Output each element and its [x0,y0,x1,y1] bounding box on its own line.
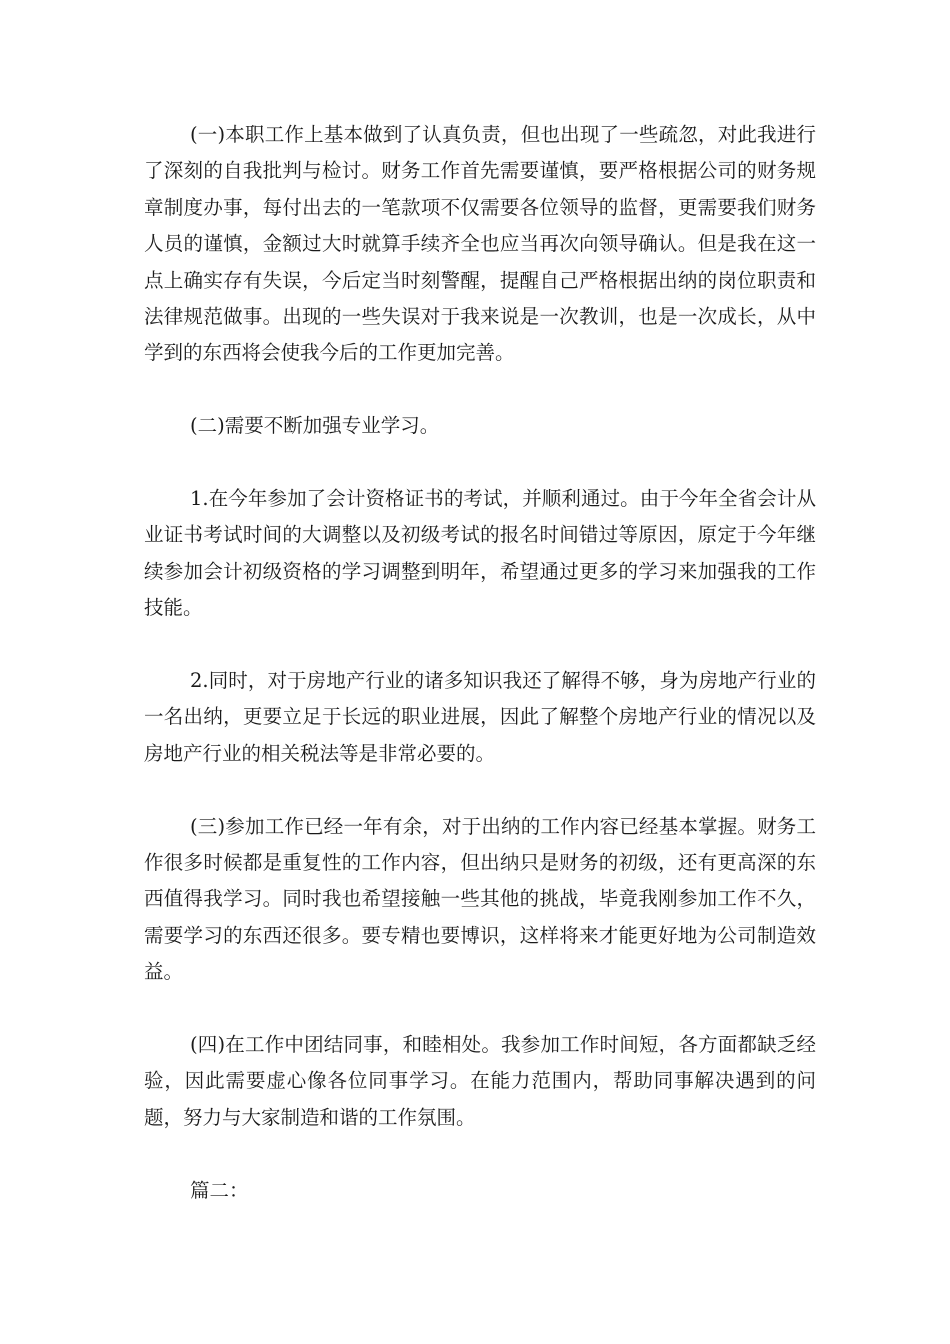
paragraph-section-two-heading: (二)需要不断加强专业学习。 [190,414,440,438]
paragraph-section-four: (四)在工作中团结同事，和睦相处。我参加工作时间短，各方面都缺乏经验，因此需要虚心像各位同事学习。在能力范围内，帮助同事解决遇到的问题，努力与大家制造和谐的工作氛围。 [144,1033,816,1129]
paragraph-part-two-heading: 篇二： [190,1178,249,1202]
paragraph-section-one: (一)本职工作上基本做到了认真负责，但也出现了一些疏忽，对此我进行了深刻的自我批判与检讨。财务工作首先需要谨慎，要严格根据公司的财务规章制度办事，每付出去的一笔款项不仅需要各位领导的监督，更需要我们财务人员的谨慎，金额过大时就算手续齐全也应当再次向领导确认。但是我在这一点上确实存有失误，今后定当时刻警醒，提醒自己严格根据出纳的岗位职责和法律规范做事。出现的一些失误对于我来说是一次教训，也是一次成长，从中学到的东西将会使我今后的工作更加完善。 [144,123,816,365]
document-body [144,117,816,1209]
paragraph-item-two: 2.同时，对于房地产行业的诸多知识我还了解得不够，身为房地产行业的一名出纳，更要立足于长远的职业进展，因此了解整个房地产行业的情况以及房地产行业的相关税法等是非常必要的。 [144,669,816,765]
paragraph-item-one: 1.在今年参加了会计资格证书的考试，并顺利通过。由于今年全省会计从业证书考试时间的大调整以及初级考试的报名时间错过等原因，原定于今年继续参加会计初级资格的学习调整到明年，希望通过更多的学习来加强我的工作技能。 [144,487,816,620]
paragraph-section-three: (三)参加工作已经一年有余，对于出纳的工作内容已经基本掌握。财务工作很多时候都是重复性的工作内容，但出纳只是财务的初级，还有更高深的东西值得我学习。同时我也希望接触一些其他的挑战，毕竟我刚参加工作不久，需要学习的东西还很多。要专精也要博识，这样将来才能更好地为公司制造效益。 [144,814,816,984]
